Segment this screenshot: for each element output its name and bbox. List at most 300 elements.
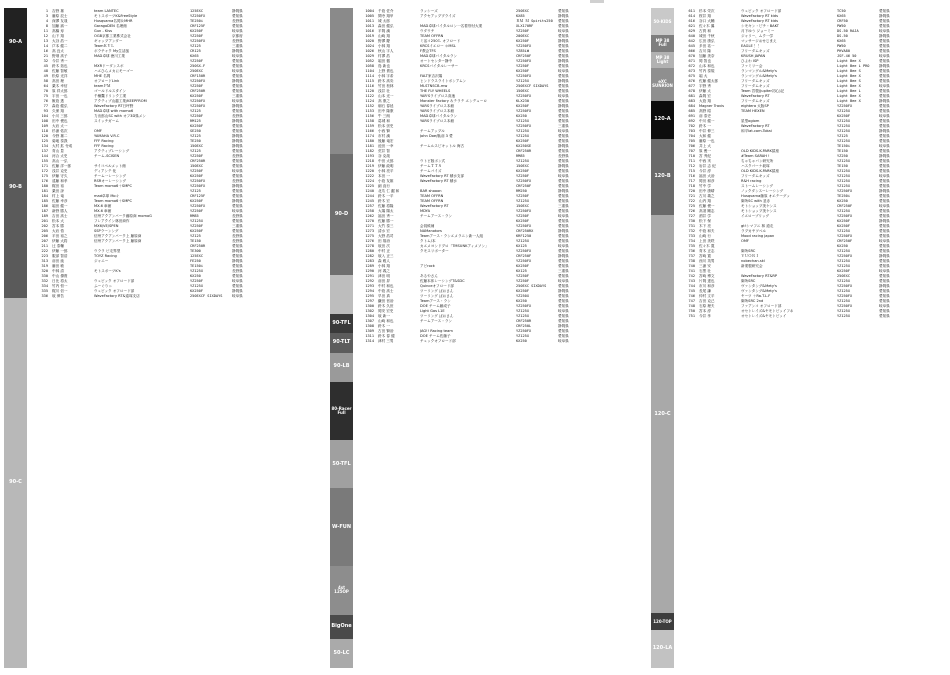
class-label [330,8,353,154]
machine-model: YZ250FX [516,94,532,98]
machine-model: CRF125F [190,194,206,198]
team-name: 星型ogiom [741,119,760,123]
machine-model: KX250F [190,289,203,293]
prefecture: 静岡県 [232,9,243,13]
entry-number: 1193 [365,154,374,158]
machine-model: YZ125X [190,269,203,273]
entry-number: 737 [688,254,695,258]
machine-model: YZ125X [516,309,529,313]
prefecture: 愛知県 [558,64,569,68]
rider-name: 桜井 翔 [699,14,711,18]
prefecture: 岐阜県 [879,239,890,243]
prefecture: 長野県 [232,269,243,273]
entry-number: 1152 [365,104,374,108]
team-name: MHE 名岡 [94,74,111,78]
machine-model: 150EXC [190,144,203,148]
machine-model: YZ250FX [190,184,206,188]
machine-model: YZ125X [837,159,850,163]
machine-model: KX250 [837,199,848,203]
machine-model: KX250F [190,124,203,128]
prefecture: 愛知県 [232,264,243,268]
team-name: KRCSイエロー ＊MSL [420,44,456,48]
machine-model: YZ250F [516,174,529,178]
prefecture: 愛知県 [558,19,569,23]
rider-name: 坂入 正三 [378,254,394,258]
prefecture: 愛知県 [879,79,890,83]
team-name: Mood racing japan [741,234,775,238]
team-name: MAD卓球バイタルラン [420,54,458,58]
team-name: YARSライブロス本館 [420,104,455,108]
class-label: eXC SUNRION [651,68,674,101]
machine-model: Light Bee L [837,89,861,93]
prefecture: 長野県 [232,234,243,238]
team-name: チェックオフロード部 [420,339,456,343]
rider-name: 吉田 克己 [699,299,715,303]
rider-name: 高山 一弘 [52,159,68,163]
team-name: WaveFactory RT kids [741,19,778,23]
entry-number: 1020 [365,39,374,43]
entry-number: 642 [688,39,695,43]
prefecture: 愛知県 [232,64,243,68]
rider-name: 市村 満 [378,134,390,138]
entry-number: 320 [41,269,48,273]
prefecture: 岐阜県 [558,279,569,283]
prefecture: 愛知県 [879,274,890,278]
entry-number: 711 [688,159,695,163]
prefecture: 愛知県 [879,314,890,318]
prefecture: 愛知県 [879,19,890,23]
rider-name: 久保 翔 [52,109,64,113]
rider-name: 田 翔治 [378,239,390,243]
prefecture: 愛知県 [558,299,569,303]
prefecture: 愛知県 [232,74,243,78]
prefecture: 愛知県 [558,74,569,78]
machine-model: KX250 [516,339,527,343]
rider-name: 島 新也 [378,64,390,68]
rider-name: 小川 三郎 [52,114,68,118]
prefecture: 愛知県 [879,264,890,268]
prefecture: 愛知県 [232,109,243,113]
prefecture: 愛知県 [879,169,890,173]
machine-model: YZ250FX [837,189,853,193]
rider-name: 松下 保 [699,219,711,223]
machine-model: CR125 [190,49,201,53]
team-name: FFF Racing [94,139,114,143]
entry-number: 1158 [365,119,374,123]
prefecture: 静岡県 [558,144,569,148]
entry-number: 640 [688,34,695,38]
prefecture: 愛知県 [879,294,890,298]
entry-number: 1156 [365,114,374,118]
entry-number: 1182 [365,149,374,153]
entry-number: 223 [41,254,48,258]
entry-number: 1295 [365,294,374,298]
prefecture: 岐阜県 [558,94,569,98]
prefecture: 岐阜県 [232,169,243,173]
entry-number: 189 [41,214,48,218]
machine-model: 125EXC [190,9,203,13]
prefecture: 静岡県 [879,254,890,258]
machine-model: KX250F [190,199,203,203]
rider-name: 古川 義之 [699,194,715,198]
team-name: 佐藤本体レーシングT&SDC [420,279,465,283]
prefecture: 岐阜県 [879,29,890,33]
entry-number: 705 [688,139,695,143]
entry-number: 1270 [365,219,374,223]
team-name: team LANTEC [94,9,119,13]
prefecture: 愛知県 [558,149,569,153]
team-name: マッサージおせじまえ [741,39,777,43]
machine-model: RM125 [190,119,201,123]
team-name: John Doe/駄前 3 愛 [420,134,453,138]
team-name: OLD KIDS.K-PARK猿座 [741,169,780,173]
machine-model: YZ250 [837,154,848,158]
team-name: FALT家吉沢場 [420,74,443,78]
entry-number: 1004 [365,9,374,13]
team-name: フリーダムキッズ [741,99,770,103]
prefecture: 長野県 [232,179,243,183]
machine-model: YZ250FX [837,104,853,108]
entry-number: 611 [688,9,695,13]
rider-name: 前田 純 [52,259,64,263]
team-name: SSPラーンング [94,229,119,233]
team-name: Monster Factory ＆テラテ エンデューロ [420,99,487,103]
prefecture: 愛知県 [558,314,569,318]
team-name: F教会TFS [420,49,436,53]
rider-name: 鈴木 一 [378,324,390,328]
prefecture: 静岡県 [879,189,890,193]
entry-number: 703 [688,129,695,133]
rider-name: 宇野 秀 [699,84,711,88]
prefecture: 愛知県 [879,309,890,313]
machine-model: TE150 [837,149,848,153]
machine-model: YZ125X [516,159,529,163]
machine-model: YZ125 [190,109,201,113]
prefecture: 静岡県 [232,49,243,53]
machine-model: YZ250F [190,114,203,118]
machine-model: 250EXCF SIXDAYS [516,84,549,88]
rider-name: 広田 康弘 [699,39,715,43]
machine-model: Light Bee X [837,94,861,98]
entry-number: 725 [688,204,695,208]
prefecture: 静岡県 [879,154,890,158]
machine-model: TE150 [837,164,848,168]
machine-model: YZ125 [190,189,201,193]
entry-number: 104 [41,114,48,118]
team-name: nobechan.skl [741,259,765,263]
prefecture: 愛知県 [558,284,569,288]
rider-name: 佐々木 寛 [699,244,715,248]
machine-model: RM85 [190,214,199,218]
rider-name: 福田 秀一 [378,214,394,218]
machine-model: YZ125X [190,219,203,223]
prefecture: 岐阜県 [232,29,243,33]
rider-name: 佐藤 俊一 [699,204,715,208]
rider-name: 竹中 学 [699,184,711,188]
team-name: モトスポーツK&FreeStyle [94,14,138,18]
entry-number: 1262 [365,214,374,218]
rider-name: 伊藤 政明 [378,164,394,168]
prefecture: 愛知県 [558,119,569,123]
prefecture: 愛知県 [232,194,243,198]
rider-name: 服部 智浩 [52,254,68,258]
entry-number: 675 [688,74,695,78]
entry-number: 1116 [365,84,374,88]
team-name: OMF [94,129,102,133]
rider-name: 大岩 太一 [52,124,68,128]
prefecture: 静岡県 [879,284,890,288]
machine-model: KLX230 [516,99,529,103]
team-name: ボラチャク My生活風 [94,49,130,53]
entry-number: 1308 [365,324,374,328]
team-name: MAD卓球 with momo6 [94,109,134,113]
prefecture: 静岡県 [879,14,890,18]
machine-model: YZ125X [837,279,850,283]
team-name: JAG!! Racing team [420,329,453,333]
entry-number: 1174 [365,134,374,138]
machine-model: YZ250F [516,64,529,68]
prefecture: 愛知県 [558,9,569,13]
entry-number: 175 [41,174,48,178]
rider-name: 中村 正 [378,249,390,253]
prefecture: 岐阜県 [558,214,569,218]
entry-number: 206 [41,234,48,238]
rider-name: 福田 大治 [699,174,715,178]
rider-name: 松原 光洋 [52,74,68,78]
machine-model: KX250 [837,244,848,248]
entry-number: 207 [41,239,48,243]
prefecture: 愛知県 [879,229,890,233]
prefecture: 愛知県 [879,9,890,13]
rider-name: 森岡 宏 [699,94,711,98]
machine-model: CRF250F [516,254,532,258]
entry-number: 1245 [365,199,374,203]
rider-name: 栗木 幸信 [52,84,68,88]
machine-model: 150EXC [190,164,203,168]
team-name: チームアップル [420,129,445,133]
rider-name: 仲村 文平 [699,294,715,298]
entry-number: 1 [45,9,48,13]
rider-name: 山下 翔 [52,34,64,38]
rider-name: 河 義之 [378,269,390,273]
rider-name: 小林 翔 [378,44,390,48]
class-label: 50-LC [330,639,353,668]
entry-number: 4 [45,19,48,23]
prefecture: 岐阜県 [232,279,243,283]
entry-number: 1282 [365,254,374,258]
prefecture: 愛知県 [558,24,569,28]
machine-model: KX250F [837,219,850,223]
prefecture: 愛知県 [879,184,890,188]
team-name: Teamアース・ランエメラニン新一人組 [420,234,484,238]
prefecture: 静岡県 [879,99,890,103]
machine-model: Light Bee X [837,84,861,88]
prefecture: 愛知県 [558,114,569,118]
prefecture: 愛知県 [232,274,243,278]
machine-model: DS-50 [837,34,848,38]
entry-number: 645 [688,44,695,48]
team-name: ヤーツ ＋Ra.T.L.F [741,294,771,298]
team-name: ファアンコ オフロード部 [741,304,782,308]
team-name: YAMAHA V.R.C [94,134,120,138]
entry-number: 1180 [365,139,374,143]
rider-name: 今井 秀一 [52,59,68,63]
entry-number: 49 [43,74,48,78]
prefecture: 愛知県 [558,34,569,38]
team-name: 千種鷹ドリンク工業 [94,94,127,98]
team-name: TEAM HEXEN [741,109,765,113]
entry-number: 125 [41,139,48,143]
rider-name: 藤原 辰士 [52,14,68,18]
prefecture: 岐阜県 [232,209,243,213]
team-name: gt!シマフニ 林 道走 [741,224,774,228]
prefecture: 岐阜県 [558,69,569,73]
prefecture: 岐阜県 [232,99,243,103]
machine-model: 250SX-F [190,64,206,68]
machine-model: Light Bee S [837,79,861,83]
entry-number: 1029 [365,54,374,58]
entry-number: 712 [688,164,695,168]
team-name: FFF Racing [94,144,114,148]
prefecture: 愛知県 [879,24,890,28]
entry-number: 21 [43,54,48,58]
entry-number: 32 [43,59,48,63]
team-name: YARSライブロス本館 [420,119,455,123]
team-name: カエメヨンドプロ「TMSUNKアィメソン」 [420,244,489,248]
prefecture: 長野県 [232,19,243,23]
team-name: ミ活コ250Ｌ オフロード [420,39,461,43]
team-name: RSRオーレーシング [94,179,127,183]
prefecture: 愛知県 [879,89,890,93]
entry-number: 747 [688,299,695,303]
team-name: MXRドーダンスポ [94,64,124,68]
team-name: 信州アクアンバーク上 藤原商 [94,239,142,243]
rider-name: 青木 正志 [699,249,715,253]
team-name: WaveFactory RT&RP [741,274,778,278]
entry-number: 629 [688,29,695,33]
entry-number: 1292 [365,279,374,283]
class-label: 90-A [4,8,27,78]
rider-name: 山本 和也 [699,64,715,68]
rider-name: 河合 太史 [52,154,68,158]
machine-model: CRF125F [190,24,206,28]
prefecture: 愛知県 [558,329,569,333]
entry-number: 45 [43,64,48,68]
team-name: チームルスピキットル 海古 [420,144,465,148]
entry-number: 735 [688,244,695,248]
team-name: ふーぐりっ [94,284,112,288]
prefecture: 愛知県 [879,149,890,153]
prefecture: 岐阜県 [879,269,890,273]
class-label: 120-A [651,101,674,139]
machine-model: YZ125 [837,134,848,138]
team-name: ウダウチ [420,29,435,33]
machine-model: KX250 [190,274,201,278]
entry-number: 744 [688,284,695,288]
prefecture: 愛知県 [879,159,890,163]
rider-name: 大場 陽太 [378,209,394,213]
rider-name: 坂田 次 [378,244,390,248]
rider-name: 鈴木 春 健 [378,334,395,338]
prefecture: 愛知県 [232,14,243,18]
prefecture: 静岡県 [879,219,890,223]
machine-model: TE150i [190,264,203,268]
machine-model: YZ250FX [837,294,853,298]
prefecture: 愛知県 [558,109,569,113]
machine-model: RM85 [516,154,525,158]
rider-name: 今井 孝 [699,314,711,318]
machine-model: 250EXC SIXDAYS [516,284,547,288]
prefecture: 愛知県 [232,189,243,193]
rider-name: 石原 理夫 [699,304,715,308]
prefecture: 岐阜県 [558,244,569,248]
rider-name: 秋山 宇人 [378,49,394,53]
prefecture: 静岡県 [558,39,569,43]
prefecture: 愛知県 [558,294,569,298]
machine-model: YZ125X [837,259,850,263]
team-name: ひよわ ISP [741,59,759,63]
rider-name: 上田 美咲 [699,239,715,243]
machine-model: KX250 [516,114,527,118]
machine-model: YZ125X [837,139,850,143]
team-name: WaveFactory RT [420,204,449,208]
rider-name: 大和 健 [699,134,711,138]
rider-name: 大岩 悟 [52,229,64,233]
team-name: ヒンドラスライトポンアムン [420,79,467,83]
team-name: Team momo6＋SMPC [94,199,132,203]
entry-number: 738 [688,259,695,263]
machine-model: YZ250FX [190,14,206,18]
machine-model: YZ250FX [190,79,206,83]
team-name: ウェビック オフロード部 [94,289,135,293]
prefecture: 三重県 [558,204,569,208]
entry-number: 1224 [365,179,374,183]
rider-name: 中山 優貴 [52,274,68,278]
prefecture: 愛知県 [558,184,569,188]
team-name: 御所SRC [741,249,756,253]
team-name: TEAM OFFRN [420,34,444,38]
prefecture: 愛知県 [558,54,569,58]
prefecture: 長野県 [232,39,243,43]
prefecture: 長野県 [558,154,569,158]
rider-name: 千島 佐介 [378,9,394,13]
prefecture: 愛知県 [879,104,890,108]
team-name: 会員候補 [420,224,435,228]
team-name: DOE チーム佐藤子 [420,334,451,338]
machine-model: KX250F [516,219,529,223]
entry-number: 734 [688,239,695,243]
entry-number: 1257 [365,204,374,208]
entry-number: 681 [688,94,695,98]
prefecture: 岐阜県 [879,144,890,148]
machine-model: 250EXC [837,274,850,278]
team-name: mad卓球 Mo々 [94,194,120,198]
prefecture: 静岡県 [232,184,243,188]
rider-name: 佐藤 将隆 [378,204,394,208]
team-name: モトスポーツK's [94,269,121,273]
entry-number: 1016 [365,29,374,33]
class-label [330,275,353,314]
class-bar [651,8,674,668]
team-name: イエローブリッグ [741,214,770,218]
machine-model: KX65 [190,54,199,58]
rider-name: 清水 宏 [378,229,390,233]
entry-number: 1290 [365,269,374,273]
prefecture: 愛知県 [879,124,890,128]
entry-number: 1307 [365,319,374,323]
team-name: ちゃちゃバン研究所 [741,159,774,163]
machine-model: YZ125X [516,134,529,138]
